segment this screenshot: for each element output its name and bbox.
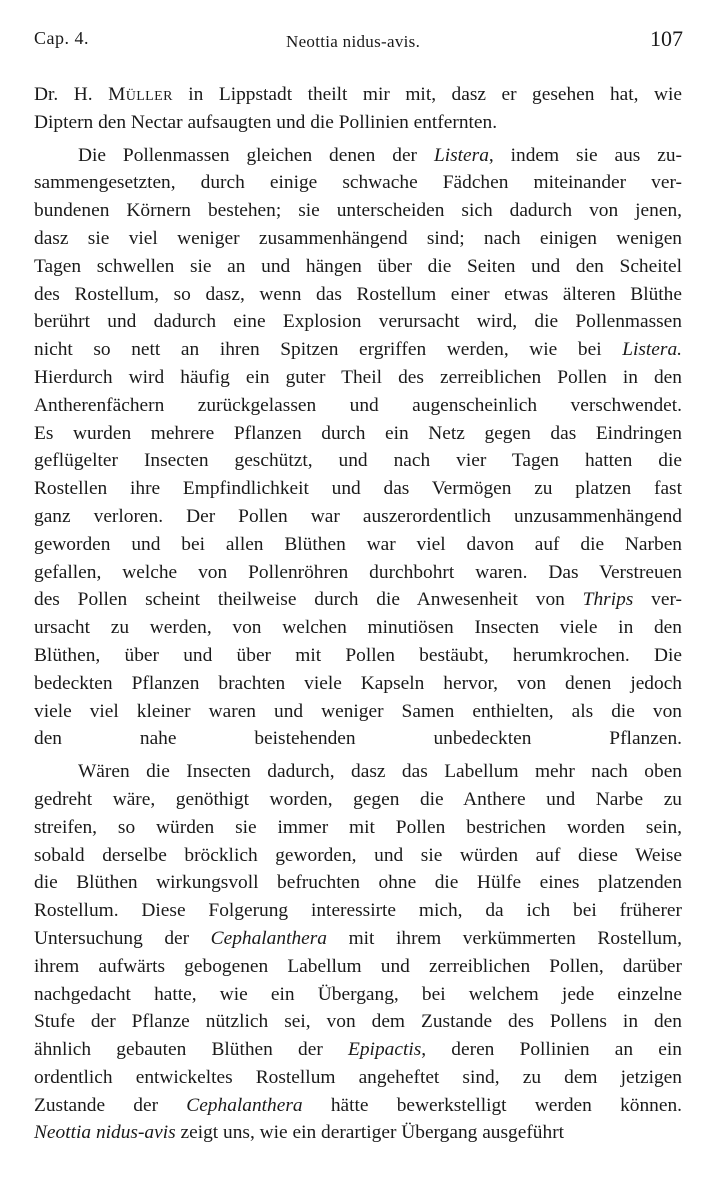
text-line — [34, 81, 682, 109]
body-text — [34, 81, 682, 1147]
text-run: streifen, so würden sie immer mit Pollen bestrichen worden sein, — [34, 816, 682, 838]
text-line — [34, 281, 682, 309]
text-run: ver- — [633, 589, 682, 611]
text-run: Rostellen ihre Empfindlichkeit und das Vermögen zu platzen fast — [34, 478, 682, 500]
text-line — [34, 1119, 682, 1147]
text-line — [34, 814, 682, 842]
text-run: ähnlich gebauten Blüthen der — [34, 1039, 349, 1061]
text-line — [34, 614, 682, 642]
text-line — [34, 225, 682, 253]
text-run: Blüthen, über und über mit Pollen bestäubt, herumkrochen. Die — [34, 644, 682, 666]
italic-term: Epipactis — [348, 1039, 422, 1061]
text-run: nicht so nett an ihren Spitzen ergriffen werden, wie bei — [34, 339, 623, 361]
text-run: Zustande der — [34, 1094, 187, 1116]
text-line — [34, 503, 682, 531]
text-run: mit ihrem verkümmerten Rostellum, — [327, 927, 682, 949]
text-run: bedeckten Pflanzen brachten viele Kapseln hervor, von denen jedoch — [34, 672, 682, 694]
chapter-label: Cap. 4. — [34, 28, 89, 48]
text-run: ganz verloren. Der Pollen war auszerordentlich unzusammenhängend — [34, 505, 682, 527]
text-run: , indem sie aus zu- — [488, 144, 682, 166]
text-run: sammengesetzten, durch einige schwache Fädchen miteinander ver- — [34, 172, 682, 194]
text-run: Die Pollenmassen gleichen denen der — [78, 144, 434, 166]
paragraph — [34, 142, 682, 754]
text-line — [34, 670, 682, 698]
text-line — [34, 981, 682, 1009]
text-line — [34, 1036, 682, 1064]
italic-term: Listera — [433, 144, 489, 166]
text-line — [34, 336, 682, 364]
text-run: sobald derselbe bröcklich geworden, und sie würden auf diese Weise — [34, 844, 682, 866]
text-run: Dr. H. — [34, 84, 109, 105]
text-line — [34, 109, 682, 137]
paragraph — [34, 81, 682, 137]
text-line — [34, 364, 682, 392]
text-run: Hierdurch wird häufig ein guter Theil des zerreiblichen Pollen in den — [34, 366, 682, 388]
text-run: geworden und bei allen Blüthen war viel davon auf die Narben — [34, 533, 682, 555]
text-line — [34, 698, 682, 726]
text-run: geflügelter Insecten geschützt, und nach vier Tagen hatten die — [34, 450, 682, 472]
text-line — [34, 559, 682, 587]
text-run: ordentlich entwickeltes Rostellum angeheftet sind, zu dem jetzigen — [34, 1066, 682, 1088]
text-line — [34, 953, 682, 981]
paragraph — [34, 758, 682, 1147]
text-run: ursacht zu werden, von welchen minutiösen Insecten viele in den — [34, 617, 682, 639]
text-run: Tagen schwellen sie an und hängen über die Seiten und den Scheitel — [34, 255, 682, 277]
text-line — [34, 197, 682, 225]
text-run: gefallen, welche von Pollenröhren durchbohrt waren. Das Verstreuen — [34, 561, 682, 583]
text-line — [34, 531, 682, 559]
text-run: Antherenfächern zurückgelassen und augenscheinlich verschwendet. — [34, 394, 682, 416]
text-line — [34, 308, 682, 336]
text-line — [34, 786, 682, 814]
text-line — [34, 447, 682, 475]
text-run: Es wurden mehrere Pflanzen durch ein Netz gegen das Eindringen — [34, 422, 682, 444]
text-run: viele viel kleiner waren und weniger Samen enthielten, als die von — [34, 700, 682, 722]
running-title: Neottia nidus-avis. — [286, 32, 421, 51]
text-line — [34, 253, 682, 281]
italic-term: Neottia nidus-avis — [34, 1122, 176, 1144]
text-run: des Pollen scheint theilweise durch die Anwesenheit von — [34, 589, 583, 611]
text-run: in Lippstadt theilt mir mit, dasz er gesehen hat, wie — [172, 84, 682, 105]
text-run: , deren Pollinien an ein — [421, 1039, 682, 1061]
text-run: den nahe beistehenden unbedeckten Pflanzen. — [34, 728, 682, 750]
text-run: berührt und dadurch eine Explosion verursacht wird, die Pollenmassen — [34, 311, 682, 333]
text-line — [34, 169, 682, 197]
text-line — [34, 142, 682, 170]
text-run: ihrem aufwärts gebogenen Labellum und zerreiblichen Pollen, darüber — [34, 955, 682, 977]
italic-term: Cephalanthera — [186, 1094, 303, 1116]
text-line — [34, 842, 682, 870]
text-run: zeigt uns, wie ein derartiger Übergang ausgeführt — [175, 1122, 565, 1144]
page-number: 107 — [650, 26, 683, 51]
text-run: Wären die Insecten dadurch, dasz das Labellum mehr nach oben — [78, 761, 682, 783]
text-run: gedreht wäre, genöthigt worden, gegen die Anthere und Narbe zu — [34, 788, 682, 810]
text-run: die Blüthen wirkungsvoll befruchten ohne die Hülfe eines platzenden — [34, 872, 682, 894]
italic-term: Listera. — [622, 339, 682, 361]
text-run: dasz sie viel weniger zusammenhängend sind; nach einigen wenigen — [34, 227, 682, 249]
small-caps-name: Müller — [108, 84, 173, 105]
text-line — [34, 1064, 682, 1092]
text-line — [34, 897, 682, 925]
text-line — [34, 420, 682, 448]
text-line — [34, 586, 682, 614]
text-line — [34, 1008, 682, 1036]
text-run: des Rostellum, so dasz, wenn das Rostellum einer etwas älteren Blüthe — [34, 283, 682, 305]
page-header — [34, 26, 683, 60]
text-line — [34, 1092, 682, 1120]
text-line — [34, 392, 682, 420]
text-line — [34, 869, 682, 897]
text-line — [34, 925, 682, 953]
text-run: Untersuchung der — [34, 927, 211, 949]
text-run: nachgedacht hatte, wie ein Übergang, bei welchem jede einzelne — [34, 983, 682, 1005]
italic-term: Cephalanthera — [210, 927, 328, 949]
text-line — [34, 758, 682, 786]
text-run: Rostellum. Diese Folgerung interessirte mich, da ich bei früherer — [34, 900, 682, 922]
text-line — [34, 725, 682, 753]
italic-term: Thrips — [582, 589, 634, 611]
text-run: hätte bewerkstelligt werden können. — [302, 1094, 682, 1116]
text-line — [34, 642, 682, 670]
text-run: Diptern den Nectar aufsaugten und die Pollinien entfernten. — [34, 111, 498, 133]
text-run: Stufe der Pflanze nützlich sei, von dem Zustande des Pollens in den — [34, 1011, 682, 1033]
text-line — [34, 475, 682, 503]
text-run: bundenen Körnern bestehen; sie unterscheiden sich dadurch von jenen, — [34, 200, 682, 222]
